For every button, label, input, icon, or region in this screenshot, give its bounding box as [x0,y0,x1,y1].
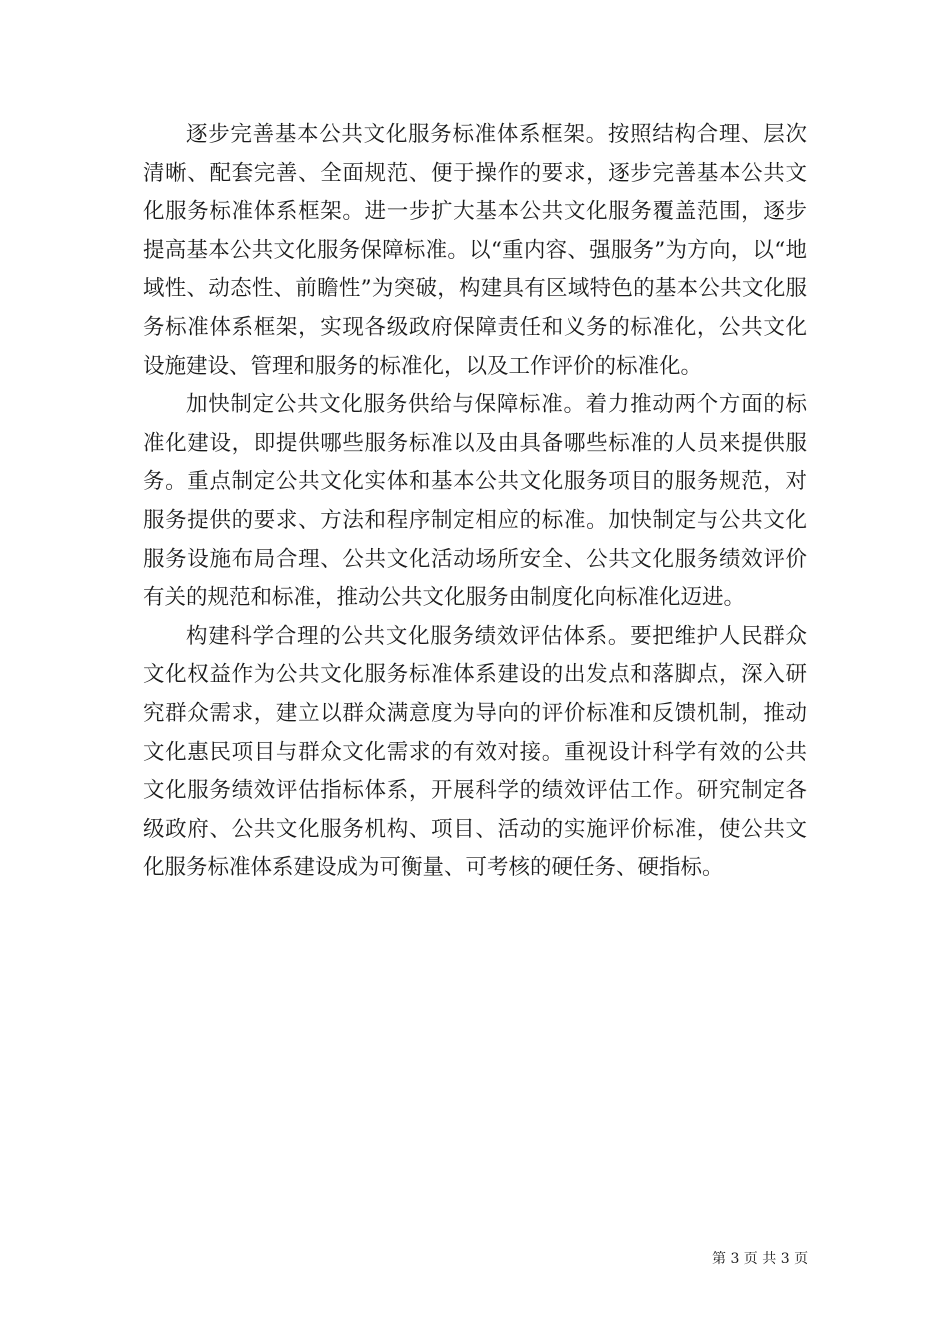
paragraph-supply-standards: 加快制定公共文化服务供给与保障标准。着力推动两个方面的标准化建设，即提供哪些服务标准以及由具备哪些标准的人员来提供服务。重点制定公共文化实体和基本公共文化服务项目的服务规范，对服务提供的要求、方法和程序制定相应的标准。加快制定与公共文化服务设施布局合理、公共文化活动场所安全、公共文化服务绩效评价有关的规范和标准，推动公共文化服务由制度化向标准化迈进。 [143,392,807,611]
paragraph-performance-evaluation: 构建科学合理的公共文化服务绩效评估体系。要把维护人民群众文化权益作为公共文化服务标准体系建设的出发点和落脚点，深入研究群众需求，建立以群众满意度为导向的评价标准和反馈机制，推动文化惠民项目与群众文化需求的有效对接。重视设计科学有效的公共文化服务绩效评估指标体系，开展科学的绩效评估工作。研究制定各级政府、公共文化服务机构、项目、活动的实施评价标准，使公共文化服务标准体系建设成为可衡量、可考核的硬任务、硬指标。 [143,623,807,881]
page-number: 第 3 页 共 3 页 [712,1251,809,1267]
body-text [143,116,807,888]
paragraph-standard-framework: 逐步完善基本公共文化服务标准体系框架。按照结构合理、层次清晰、配套完善、全面规范、便于操作的要求，逐步完善基本公共文化服务标准体系框架。进一步扩大基本公共文化服务覆盖范围，逐步提高基本公共文化服务保障标准。以“重内容、强服务”为方向，以“地域性、动态性、前瞻性”为突破，构建具有区域特色的基本公共文化服务标准体系框架，实现各级政府保障责任和义务的标准化，公共文化设施建设、管理和服务的标准化，以及工作评价的标准化。 [143,122,807,379]
